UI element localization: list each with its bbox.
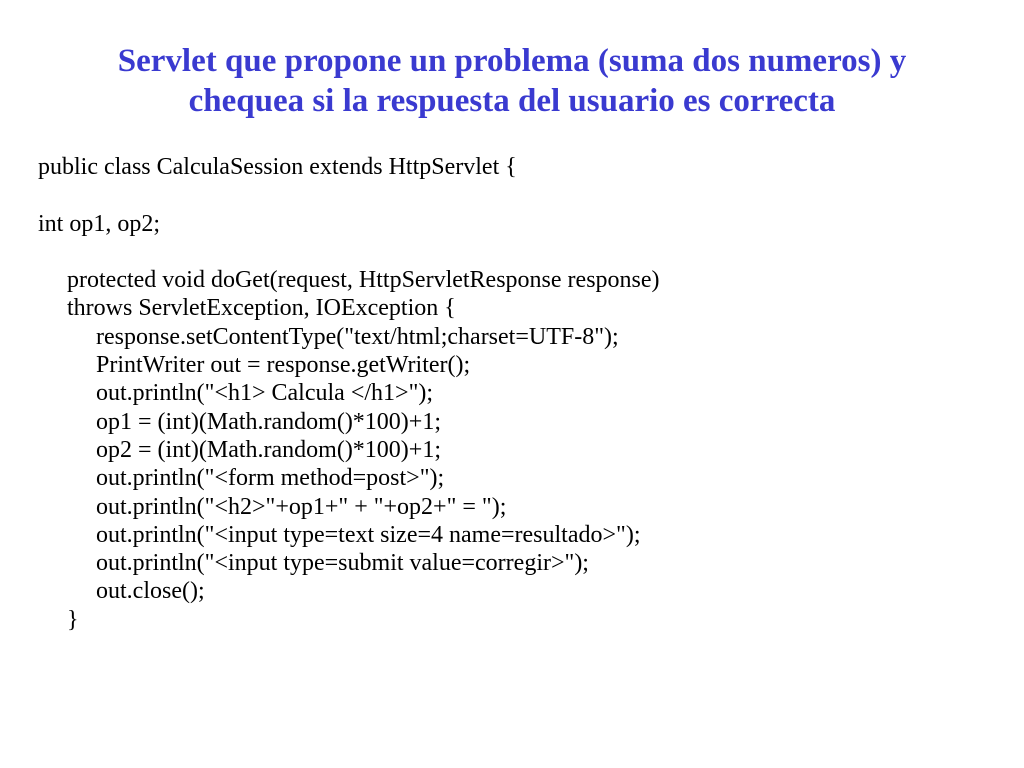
code-line: throws ServletException, IOException {: [67, 295, 456, 322]
code-line: response.setContentType("text/html;charset=UTF-8");: [96, 323, 619, 350]
code-line: int op1, op2;: [38, 210, 161, 237]
blank-line: [38, 238, 998, 266]
title-line: chequea si la respuesta del usuario es correcta: [188, 83, 836, 119]
code-line: out.println("<form method=post>");: [96, 465, 445, 492]
code-block: [38, 153, 998, 634]
code-line: op2 = (int)(Math.random()*100)+1;: [96, 436, 441, 463]
blank-line: [38, 181, 998, 209]
code-line: public class CalculaSession extends HttpServlet {: [38, 154, 517, 180]
code-line: out.println("<input type=submit value=corregir>");: [96, 550, 589, 577]
code-line: }: [67, 606, 79, 633]
slide-title: [20, 41, 1004, 121]
code-line: PrintWriter out = response.getWriter();: [96, 352, 471, 379]
code-line: out.println("<input type=text size=4 name=resultado>");: [96, 521, 641, 548]
code-line: op1 = (int)(Math.random()*100)+1;: [96, 408, 441, 435]
title-line: Servlet que propone un problema (suma dos numeros) y: [117, 43, 907, 79]
code-line: out.close();: [96, 578, 205, 605]
code-line: out.println("<h2>"+op1+" + "+op2+" = ");: [96, 493, 507, 520]
code-line: out.println("<h1> Calcula </h1>");: [96, 380, 434, 407]
code-line: protected void doGet(request, HttpServletResponse response): [67, 267, 660, 294]
